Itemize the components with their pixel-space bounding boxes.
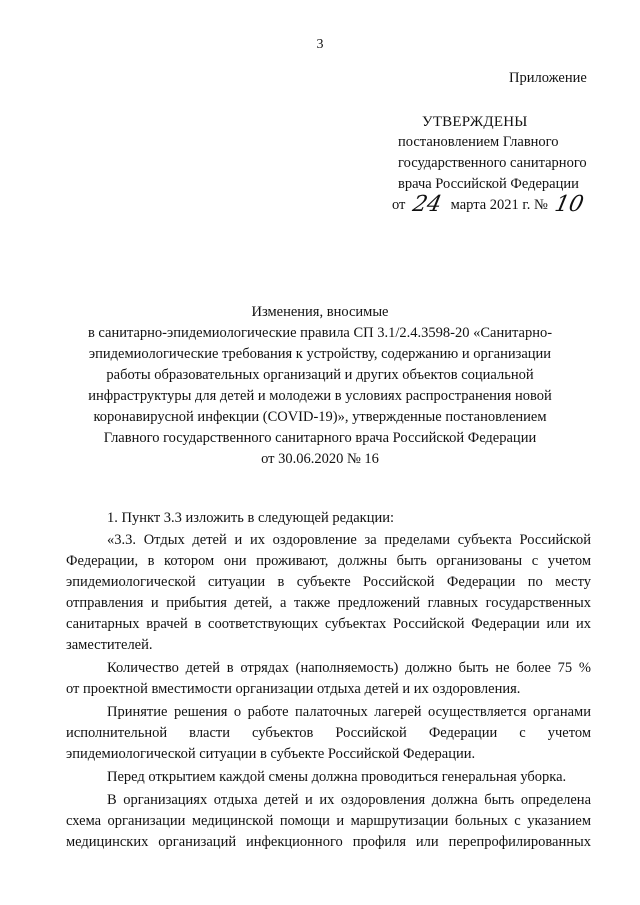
handwritten-day: 24 (410, 192, 444, 217)
item-1-heading: 1. Пункт 3.3 изложить в следующей редакции: (107, 510, 395, 526)
para1-line-1: «3.3. Отдых детей и их оздоровление за пределами субъекта Российской (107, 532, 591, 548)
page-number: 3 (316, 37, 324, 52)
approved-heading: УТВЕРЖДЕНЫ (422, 114, 528, 130)
para5-line-3: медицинских организаций инфекционного профиля или перепрофилированных (66, 834, 591, 850)
date-rest: марта 2021 г. № (450, 197, 548, 213)
title-line-3: эпидемиологические требования к устройству, содержанию и организации (88, 346, 552, 362)
title-line-5: инфраструктуры для детей и молодежи в условиях распространения новой (88, 388, 552, 404)
para5-line-1: В организациях отдыха детей и их оздоровления должна быть определена (107, 792, 591, 808)
para3-line-2: исполнительной власти субъектов Российской Федерации с учетом (66, 725, 591, 741)
para1-line-6: заместителей. (66, 637, 153, 653)
title-line-7: Главного государственного санитарного врача Российской Федерации (103, 430, 537, 446)
para4-line-1: Перед открытием каждой смены должна проводиться генеральная уборка. (107, 769, 567, 785)
para2-line-2: от проектной вместимости организации отдыха детей и их оздоровления. (66, 681, 521, 697)
para2-line-1: Количество детей в отрядах (наполняемость) должно быть не более 75 % (107, 660, 591, 676)
title-line-2: в санитарно-эпидемиологические правила СП 3.1/2.4.3598-20 «Санитарно- (87, 325, 553, 341)
title-line-4: работы образовательных организаций и других объектов социальной (106, 367, 534, 383)
approval-line-2: государственного санитарного (398, 155, 587, 171)
para5-line-2: схема организации медицинской помощи и маршрутизации больных с указанием (66, 813, 591, 829)
para1-line-5: санитарных врачей в соответствующих субъектах Российской Федерации или их (66, 616, 591, 632)
para1-line-3: эпидемиологической ситуации в субъекте Российской Федерации по месту (66, 574, 591, 590)
date-prefix: от (392, 197, 406, 213)
approval-line-3: врача Российской Федерации (398, 176, 579, 192)
title-line-8: от 30.06.2020 № 16 (261, 451, 379, 467)
para1-line-4: отправления и прибытия детей, а также предложений главных государственных (66, 595, 591, 611)
handwritten-decree-number: 10 (552, 192, 587, 217)
approval-line-1: постановлением Главного (398, 134, 559, 150)
title-line-1: Изменения, вносимые (251, 304, 389, 320)
decree-date-line (392, 192, 589, 217)
para1-line-2: Федерации, в котором они проживают, должны быть организованы с учетом (66, 553, 591, 569)
appendix-label: Приложение (509, 70, 587, 86)
para3-line-1: Принятие решения о работе палаточных лагерей осуществляется органами (107, 704, 591, 720)
title-line-6: коронавирусной инфекции (COVID-19)», утвержденные постановлением (93, 409, 547, 425)
para3-line-3: эпидемиологической ситуации в субъекте Российской Федерации. (66, 746, 476, 762)
